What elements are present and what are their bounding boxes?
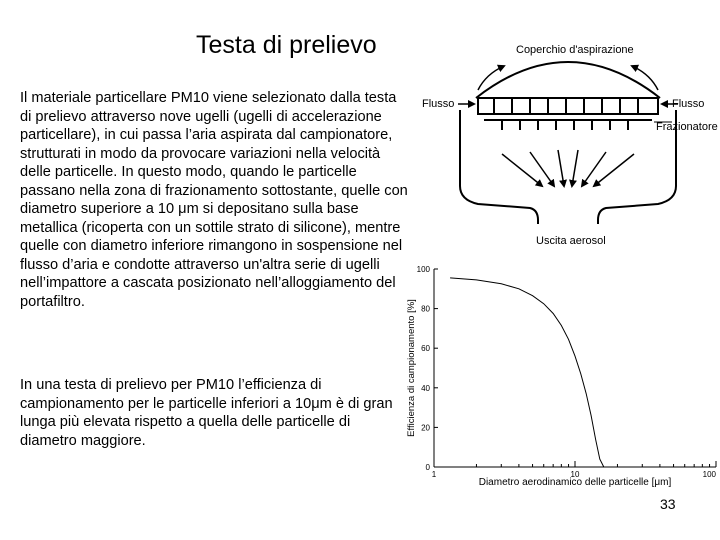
y-tick-label: 0 <box>425 463 430 472</box>
paragraph-efficiency: In una testa di prelievo per PM10 l’efficienza di campionamento per le particelle inferiori a 10μm è di gran lunga più elevata rispetto a quella delle particelle di diametro maggiore. <box>20 377 393 449</box>
efficiency-curve <box>450 278 604 467</box>
y-tick-label: 40 <box>421 383 430 393</box>
label-frazionatore: Frazionatore <box>656 121 718 133</box>
y-tick-label: 80 <box>421 304 430 314</box>
paragraph-description: Il materiale particellare PM10 viene selezionato dalla testa di prelievo attraverso nove ugelli (ugelli di accelerazione particellare), in cui passa l’aria aspirata dal campionatore, strutturati in modo da provocare variazioni nella velocità delle particelle. In questo modo, quando le particelle passano nella zona di frazionamento sottostante, quelle con diametro superiore a 10 μm si depositano sulla base metallica (ricoperta con un sottile strato di silicone), mentre quelle con diametro inferiore rimangono in sospensione nel flusso d’aria e condotte attraverso un'altra serie di ugelli nell’impattore a cascata posizionato nell’alloggiamento del portafiltro. <box>20 90 408 310</box>
y-tick-label: 20 <box>421 423 430 433</box>
x-tick-label: 1 <box>431 470 437 479</box>
label-uscita: Uscita aerosol <box>536 235 606 247</box>
x-tick-label: 10 <box>570 470 580 479</box>
x-tick-label: 100 <box>702 470 716 479</box>
label-flusso-left: Flusso <box>422 98 455 110</box>
flow-arrows <box>502 150 634 186</box>
efficiency-chart <box>404 263 718 489</box>
cover-arc <box>476 62 660 98</box>
sampling-head-diagram <box>418 36 718 251</box>
plot-frame <box>434 269 716 467</box>
page-number: 33 <box>660 496 676 512</box>
slide-title: Testa di prelievo <box>196 31 377 59</box>
y-tick-label: 60 <box>421 344 430 354</box>
x-axis-label: Diametro aerodinamico delle particelle [μm] <box>478 477 672 488</box>
y-axis-label: Efficienza di campionamento [%] <box>406 299 417 437</box>
y-tick-label: 100 <box>416 265 430 274</box>
impactor-plate <box>478 98 658 114</box>
chamber-walls <box>460 110 676 224</box>
label-coperchio: Coperchio d'aspirazione <box>516 44 634 56</box>
label-flusso-right: Flusso <box>672 98 705 110</box>
